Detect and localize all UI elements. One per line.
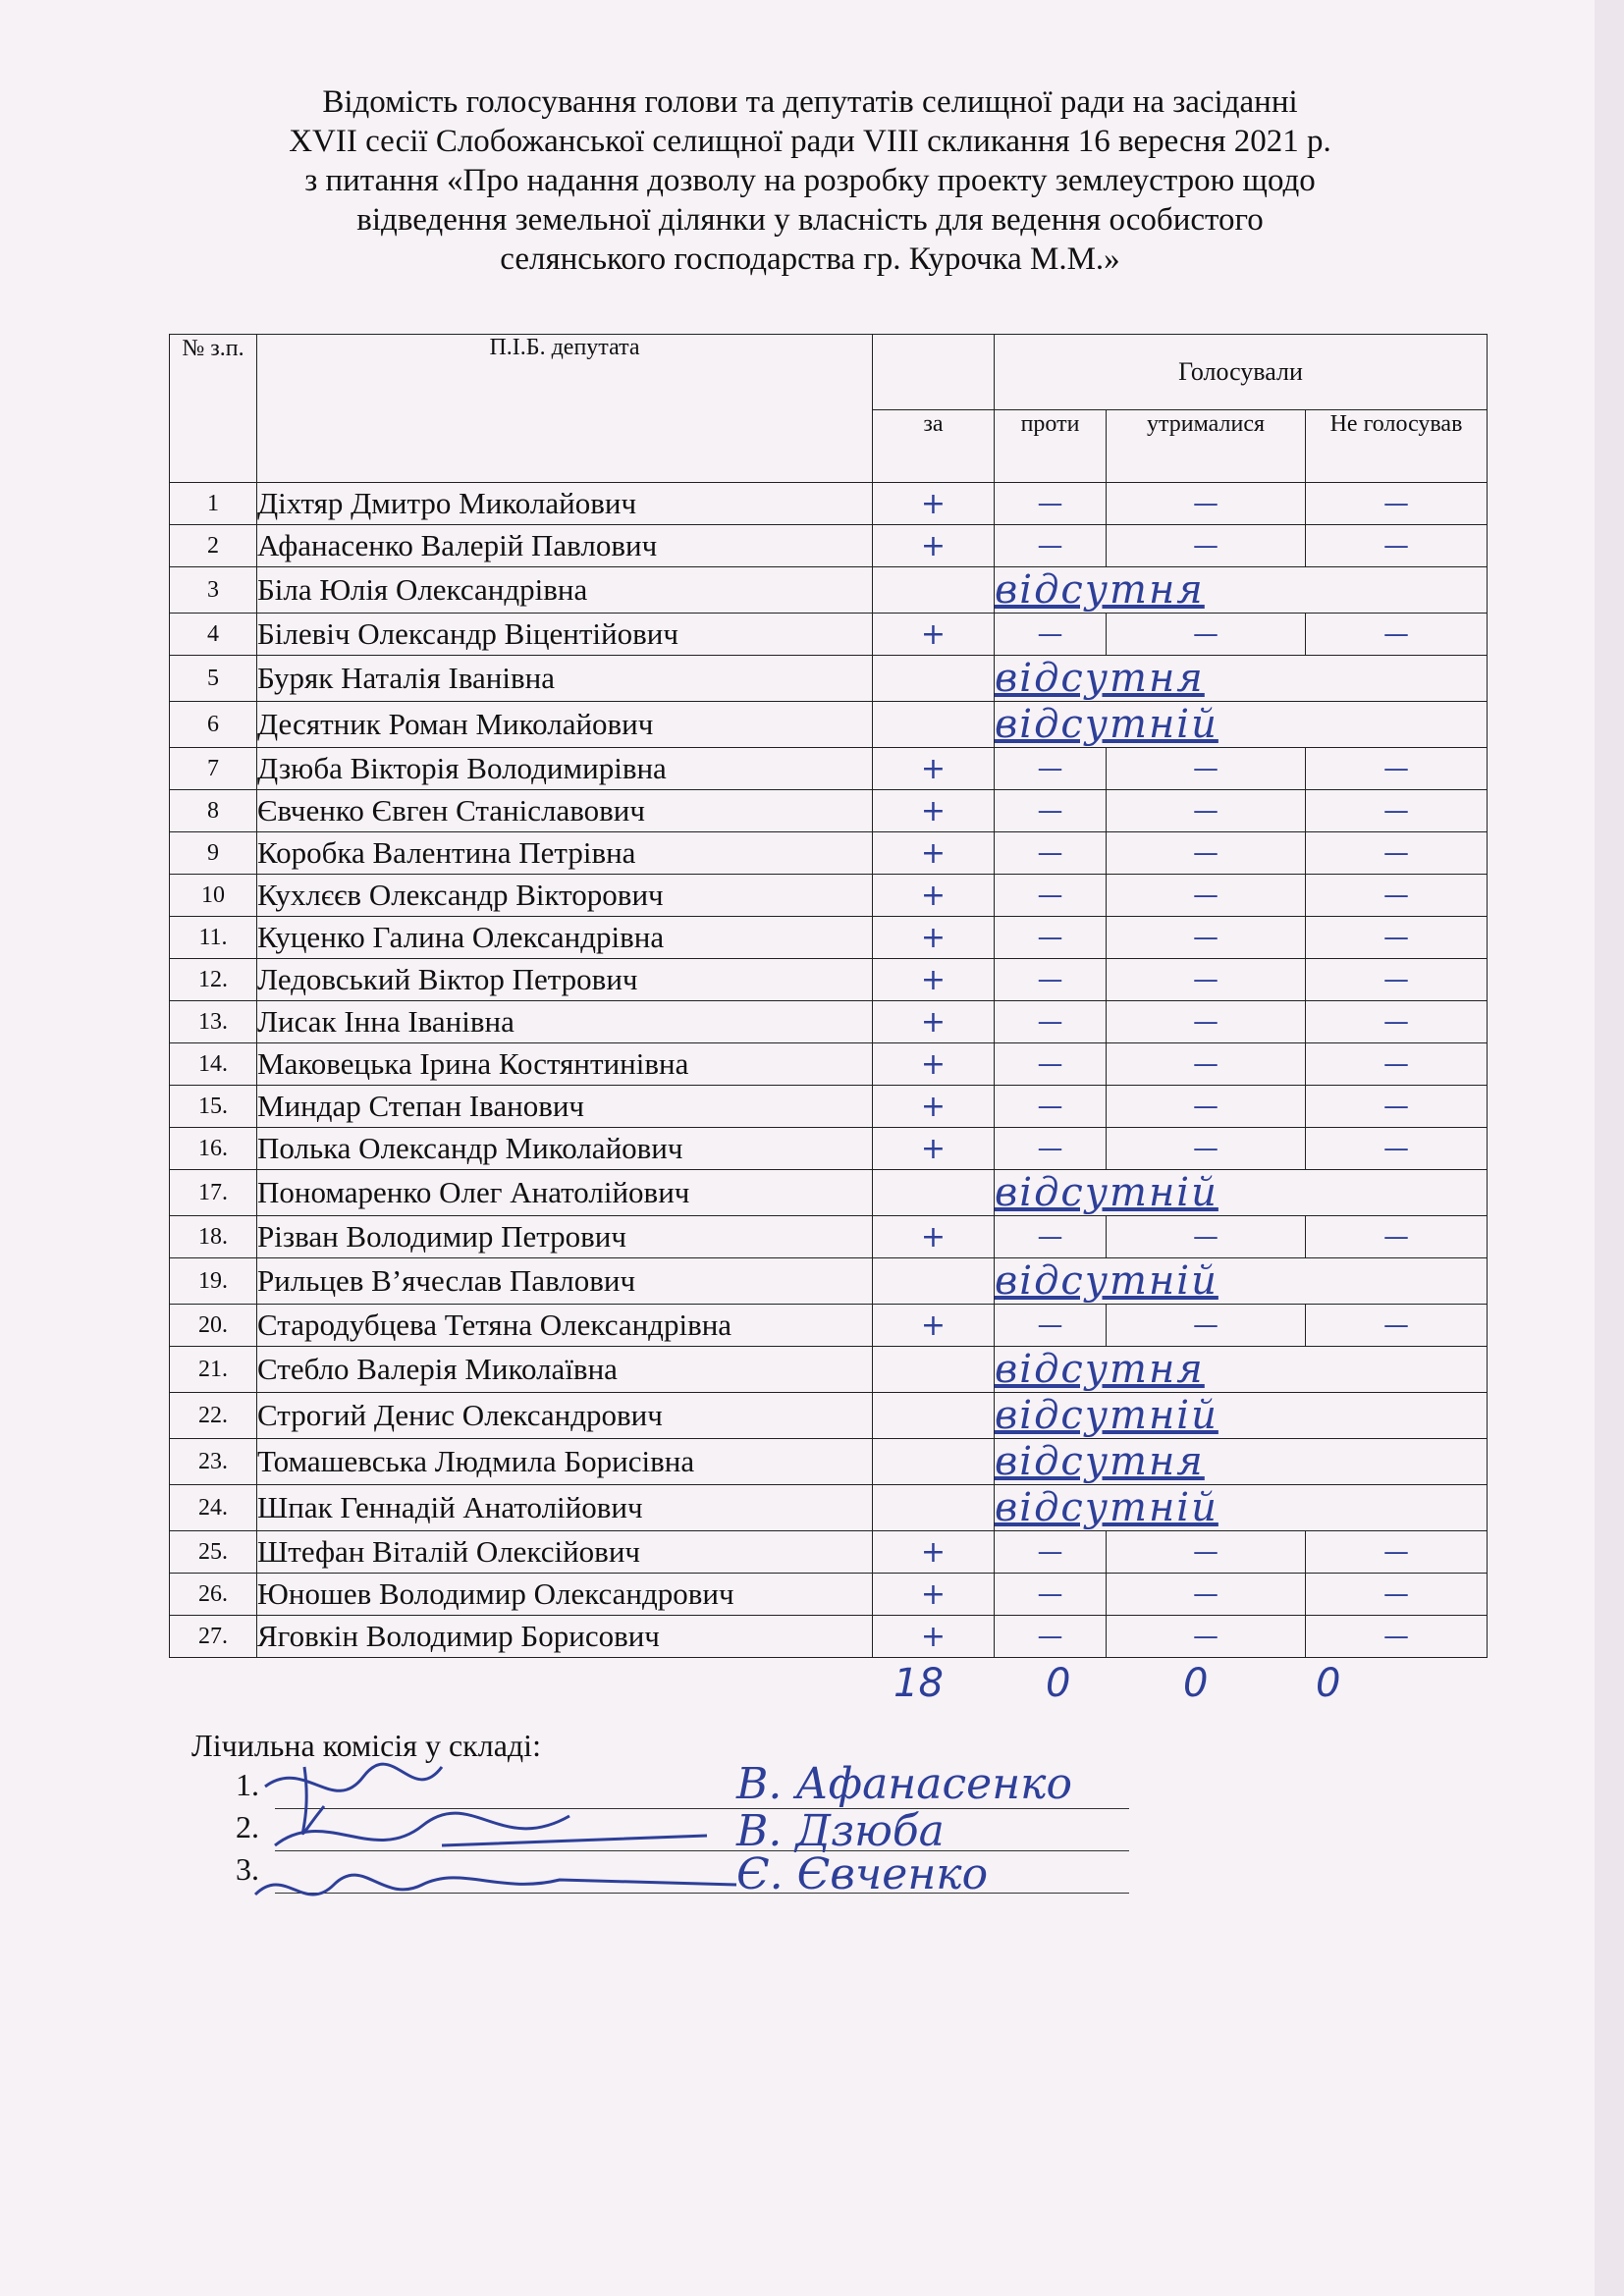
row-number: 18. [170,1216,257,1258]
vote-abstained-mark: — [1107,959,1306,1001]
vote-for-empty [873,1170,995,1216]
vote-for-mark: + [873,917,995,959]
vote-for-empty [873,1347,995,1393]
vote-abstained-mark: — [1107,525,1306,567]
table-row [170,1001,1488,1043]
row-number: 14. [170,1043,257,1086]
table-row [170,1170,1488,1216]
deputy-name: Строгий Денис Олександрович [257,1393,873,1439]
absent-note: відсутня [995,656,1488,702]
title-line-3: з питання «Про надання дозволу на розробку проекту землеустрою щодо [304,163,1316,198]
row-number: 22. [170,1393,257,1439]
vote-for-mark: + [873,614,995,656]
vote-not-voted-mark: — [1306,525,1488,567]
table-row [170,567,1488,614]
title-line-4: відведення земельної ділянки у власність для ведення особистого [356,202,1264,238]
deputy-name: Діхтяр Дмитро Миколайович [257,483,873,525]
vote-abstained-mark: — [1107,1086,1306,1128]
total-against: 0 [1046,1661,1071,1706]
vote-not-voted-mark: — [1306,1574,1488,1616]
deputy-name: Стебло Валерія Миколаївна [257,1347,873,1393]
commission-member-number: 1. [236,1767,259,1802]
vote-against-mark: — [995,1086,1107,1128]
commission-member-name: В. Дзюба [736,1806,945,1856]
vote-for-mark: + [873,1531,995,1574]
vote-for-mark: + [873,1086,995,1128]
vote-abstained-mark: — [1107,1531,1306,1574]
deputy-name: Штефан Віталій Олексійович [257,1531,873,1574]
deputy-name: Пономаренко Олег Анатолійович [257,1170,873,1216]
row-number: 15. [170,1086,257,1128]
row-number: 24. [170,1485,257,1531]
vote-abstained-mark: — [1107,832,1306,875]
deputy-name: Миндар Степан Іванович [257,1086,873,1128]
vote-against-mark: — [995,875,1107,917]
row-number: 13. [170,1001,257,1043]
vote-not-voted-mark: — [1306,1616,1488,1658]
vote-for-mark: + [873,1616,995,1658]
deputy-name: Куценко Галина Олександрівна [257,917,873,959]
table-row [170,832,1488,875]
vote-for-mark: + [873,875,995,917]
absent-note: відсутній [995,1170,1488,1216]
page-edge [1595,0,1624,2296]
vote-against-mark: — [995,1305,1107,1347]
row-number: 2 [170,525,257,567]
title-line-1: Відомість голосування голови та депутатів селищної ради на засіданні [322,84,1298,120]
vote-abstained-mark: — [1107,790,1306,832]
deputy-name: Ледовський Віктор Петрович [257,959,873,1001]
vote-against-mark: — [995,790,1107,832]
row-number: 7 [170,748,257,790]
absent-note: відсутній [995,702,1488,748]
deputy-name: Маковецька Ірина Костянтинівна [257,1043,873,1086]
row-number: 4 [170,614,257,656]
vote-for-mark: + [873,1216,995,1258]
vote-against-mark: — [995,1616,1107,1658]
table-row [170,1305,1488,1347]
vote-for-mark: + [873,790,995,832]
deputy-name: Шпак Геннадій Анатолійович [257,1485,873,1531]
vote-not-voted-mark: — [1306,875,1488,917]
vote-for-empty [873,1439,995,1485]
vote-not-voted-mark: — [1306,483,1488,525]
deputy-name: Дзюба Вікторія Володимирівна [257,748,873,790]
vote-for-empty [873,702,995,748]
vote-against-mark: — [995,1001,1107,1043]
vote-against-mark: — [995,832,1107,875]
vote-against-mark: — [995,748,1107,790]
vote-for-empty [873,1258,995,1305]
title-line-5: селянського господарства гр. Курочка М.М.» [500,241,1120,277]
absent-note: відсутній [995,1485,1488,1531]
commission-member-name: Є. Євченко [736,1849,989,1899]
header-abstained: утрималися [1107,410,1306,483]
header-against: проти [995,410,1107,483]
total-not-voted: 0 [1316,1661,1341,1706]
vote-abstained-mark: — [1107,748,1306,790]
vote-for-mark: + [873,832,995,875]
vote-not-voted-mark: — [1306,748,1488,790]
vote-against-mark: — [995,483,1107,525]
deputy-name: Яговкін Володимир Борисович [257,1616,873,1658]
row-number: 8 [170,790,257,832]
deputy-name: Стародубцева Тетяна Олександрівна [257,1305,873,1347]
document-title [177,82,1443,279]
deputy-name: Томашевська Людмила Борисівна [257,1439,873,1485]
deputy-name: Афанасенко Валерій Павлович [257,525,873,567]
row-number: 9 [170,832,257,875]
row-number: 16. [170,1128,257,1170]
vote-not-voted-mark: — [1306,1216,1488,1258]
table-row [170,959,1488,1001]
vote-against-mark: — [995,1531,1107,1574]
table-row [170,702,1488,748]
vote-for-mark: + [873,1128,995,1170]
vote-not-voted-mark: — [1306,1086,1488,1128]
header-for: за [873,410,995,483]
vote-for-mark: + [873,483,995,525]
table-row [170,483,1488,525]
vote-against-mark: — [995,1128,1107,1170]
table-row [170,1393,1488,1439]
vote-for-mark: + [873,1574,995,1616]
vote-not-voted-mark: — [1306,832,1488,875]
table-row [170,1485,1488,1531]
header-name: П.І.Б. депутата [257,335,873,483]
vote-abstained-mark: — [1107,1043,1306,1086]
row-number: 21. [170,1347,257,1393]
vote-for-mark: + [873,959,995,1001]
deputy-name: Євченко Євген Станіславович [257,790,873,832]
row-number: 19. [170,1258,257,1305]
commission-label: Лічильна комісія у складі: [191,1728,541,1763]
row-number: 11. [170,917,257,959]
deputy-name: Буряк Наталія Іванівна [257,656,873,702]
commission-member-number: 3. [236,1851,259,1887]
vote-for-mark: + [873,1001,995,1043]
table-row [170,614,1488,656]
deputy-name: Біла Юлія Олександрівна [257,567,873,614]
vote-against-mark: — [995,525,1107,567]
table-row [170,790,1488,832]
vote-against-mark: — [995,959,1107,1001]
table-row [170,748,1488,790]
deputy-name: Юношев Володимир Олександрович [257,1574,873,1616]
vote-for-mark: + [873,1043,995,1086]
vote-for-mark: + [873,748,995,790]
vote-not-voted-mark: — [1306,1305,1488,1347]
vote-not-voted-mark: — [1306,917,1488,959]
header-not-voted: Не голосував [1306,410,1488,483]
absent-note: відсутній [995,1258,1488,1305]
table-row [170,917,1488,959]
table-row [170,1531,1488,1574]
table-row [170,525,1488,567]
vote-against-mark: — [995,614,1107,656]
row-number: 1 [170,483,257,525]
row-number: 5 [170,656,257,702]
row-number: 12. [170,959,257,1001]
row-number: 3 [170,567,257,614]
vote-abstained-mark: — [1107,1305,1306,1347]
row-number: 6 [170,702,257,748]
vote-abstained-mark: — [1107,1616,1306,1658]
vote-abstained-mark: — [1107,875,1306,917]
deputy-name: Полька Олександр Миколайович [257,1128,873,1170]
row-number: 23. [170,1439,257,1485]
vote-for-mark: + [873,1305,995,1347]
voting-table [169,334,1488,1658]
vote-not-voted-mark: — [1306,614,1488,656]
row-number: 25. [170,1531,257,1574]
vote-for-empty [873,1393,995,1439]
deputy-name: Коробка Валентина Петрівна [257,832,873,875]
vote-against-mark: — [995,1043,1107,1086]
vote-not-voted-mark: — [1306,959,1488,1001]
table-row [170,1439,1488,1485]
table-row [170,1347,1488,1393]
commission-member-number: 2. [236,1809,259,1844]
absent-note: відсутня [995,567,1488,614]
row-number: 27. [170,1616,257,1658]
commission-member-name: В. Афанасенко [736,1759,1072,1809]
vote-for-empty [873,567,995,614]
vote-not-voted-mark: — [1306,790,1488,832]
vote-against-mark: — [995,1574,1107,1616]
row-number: 20. [170,1305,257,1347]
total-for: 18 [893,1661,944,1706]
row-number: 26. [170,1574,257,1616]
header-empty [873,335,995,410]
absent-note: відсутня [995,1347,1488,1393]
table-row [170,1616,1488,1658]
table-row [170,1216,1488,1258]
vote-abstained-mark: — [1107,1574,1306,1616]
vote-against-mark: — [995,917,1107,959]
vote-for-empty [873,656,995,702]
deputy-name: Білевіч Олександр Віцентійович [257,614,873,656]
absent-note: відсутній [995,1393,1488,1439]
table-row [170,875,1488,917]
vote-not-voted-mark: — [1306,1001,1488,1043]
deputy-name: Кухлєєв Олександр Вікторович [257,875,873,917]
vote-abstained-mark: — [1107,483,1306,525]
vote-for-mark: + [873,525,995,567]
vote-abstained-mark: — [1107,614,1306,656]
row-number: 10 [170,875,257,917]
vote-not-voted-mark: — [1306,1531,1488,1574]
table-row [170,1574,1488,1616]
vote-abstained-mark: — [1107,1216,1306,1258]
total-abstained: 0 [1183,1661,1209,1706]
signature-scribbles [245,1747,756,1924]
vote-against-mark: — [995,1216,1107,1258]
vote-abstained-mark: — [1107,1001,1306,1043]
vote-not-voted-mark: — [1306,1043,1488,1086]
vote-for-empty [873,1485,995,1531]
deputy-name: Десятник Роман Миколайович [257,702,873,748]
deputy-name: Лисак Інна Іванівна [257,1001,873,1043]
table-row [170,1258,1488,1305]
table-row [170,1128,1488,1170]
table-row [170,1086,1488,1128]
vote-abstained-mark: — [1107,917,1306,959]
row-number: 17. [170,1170,257,1216]
header-number: № з.п. [170,335,257,483]
header-voted: Голосували [995,335,1488,410]
vote-abstained-mark: — [1107,1128,1306,1170]
vote-not-voted-mark: — [1306,1128,1488,1170]
table-row [170,1043,1488,1086]
deputy-name: Різван Володимир Петрович [257,1216,873,1258]
table-row [170,656,1488,702]
absent-note: відсутня [995,1439,1488,1485]
title-line-2: XVII сесії Слобожанської селищної ради VIII скликання 16 вересня 2021 р. [289,124,1331,159]
deputy-name: Рильцев В’ячеслав Павлович [257,1258,873,1305]
